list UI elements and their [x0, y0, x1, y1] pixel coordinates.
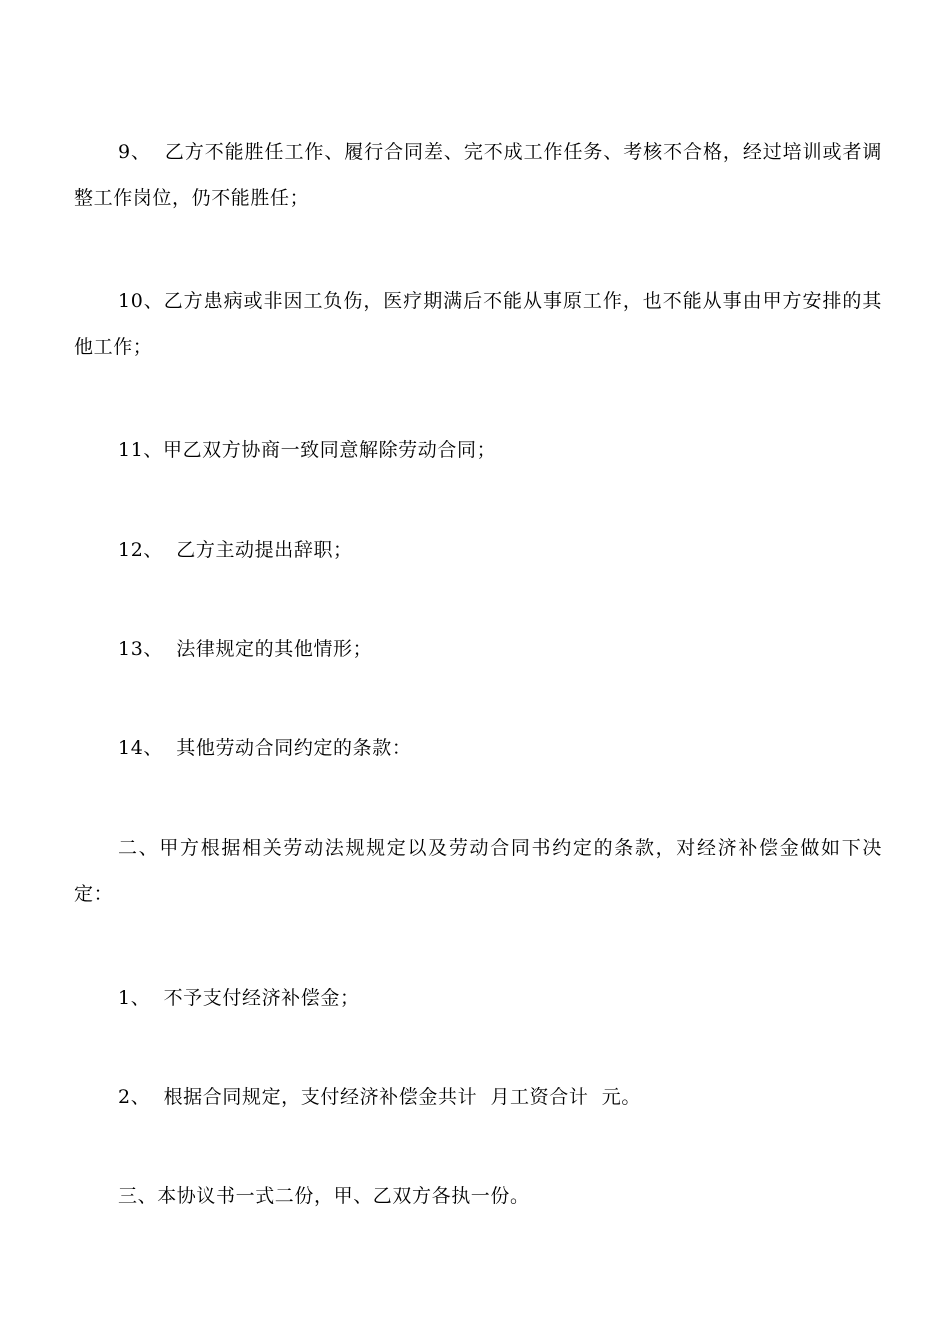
- clause-11: 11、甲乙双方协商一致同意解除劳动合同；: [118, 439, 497, 461]
- clause-14: 14、 其他劳动合同约定的条款：: [118, 737, 412, 759]
- section-two: 二、甲方根据相关劳动法规规定以及劳动合同书约定的条款，对经济补偿金做如下决定：: [74, 837, 882, 905]
- section-three: 三、本协议书一式二份，甲、乙双方各执一份。: [118, 1185, 530, 1207]
- clause-13: 13、 法律规定的其他情形；: [118, 638, 373, 660]
- clause-9: 9、 乙方不能胜任工作、履行合同差、完不成工作任务、考核不合格，经过培训或者调整工作岗位，仍不能胜任；: [74, 141, 882, 209]
- clause-10: 10、乙方患病或非因工负伤，医疗期满后不能从事原工作，也不能从事由甲方安排的其他工作；: [74, 290, 882, 358]
- decision-2: 2、 根据合同规定，支付经济补偿金共计 月工资合计 元。: [118, 1086, 641, 1108]
- clause-12: 12、 乙方主动提出辞职；: [118, 539, 353, 561]
- decision-1: 1、 不予支付经济补偿金；: [118, 987, 360, 1009]
